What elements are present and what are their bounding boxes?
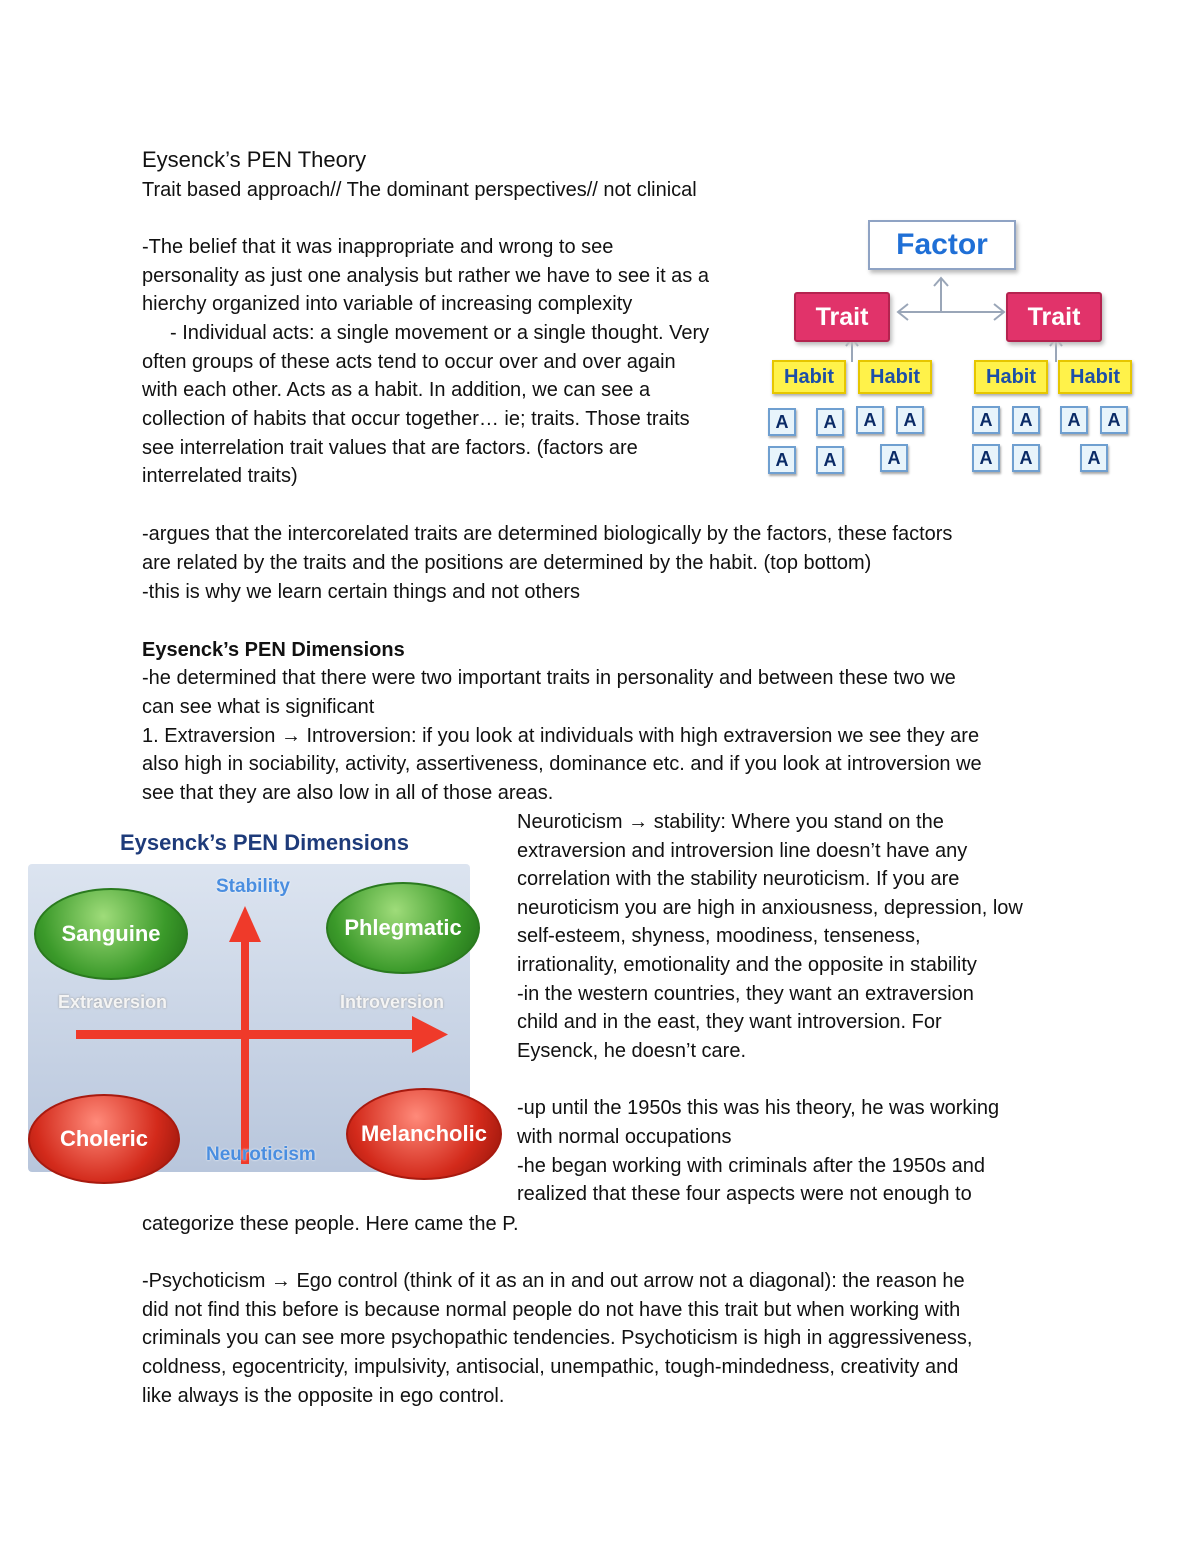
neuroticism-line: irrationality, emotionality and the opposite in stability <box>517 954 977 976</box>
horizontal-axis <box>76 1030 416 1039</box>
argues-line: -this is why we learn certain things and not others <box>142 581 580 603</box>
habit-box: Habit <box>974 360 1048 394</box>
neuroticism-line: -he began working with criminals after the 1950s and <box>517 1155 986 1177</box>
dimensions-line: also high in sociability, activity, assertiveness, dominance etc. and if you look at introversion we <box>142 753 982 775</box>
sanguine-oval: Sanguine <box>34 888 188 980</box>
intro-line: see interrelation trait values that are factors. (factors are <box>142 437 638 459</box>
phlegmatic-oval: Phlegmatic <box>326 882 480 974</box>
act-box: A <box>972 406 1000 434</box>
act-box: A <box>1012 406 1040 434</box>
habit-box: Habit <box>1058 360 1132 394</box>
habit-box: Habit <box>772 360 846 394</box>
act-box: A <box>768 446 796 474</box>
neuroticism-line: -up until the 1950s this was his theory, he was working <box>517 1097 1000 1119</box>
argues-line: are related by the traits and the positions are determined by the habit. (top bottom) <box>142 552 872 574</box>
trait-box-right: Trait <box>1006 292 1102 342</box>
act-box: A <box>816 408 844 436</box>
neuroticism-line: self-esteem, shyness, moodiness, tenseness, <box>517 925 921 947</box>
psychoticism-line: did not find this before is because normal people do not have this trait but when working with <box>142 1299 961 1321</box>
intro-line: interrelated traits) <box>142 465 298 487</box>
intro-line: -The belief that it was inappropriate and wrong to see <box>142 236 614 258</box>
pen-dimensions-diagram <box>28 830 498 1180</box>
dimensions-line: -he determined that there were two important traits in personality and between these two we <box>142 667 956 689</box>
act-box: A <box>880 444 908 472</box>
act-box: A <box>896 406 924 434</box>
neuroticism-label: Neuroticism <box>206 1144 316 1165</box>
neuroticism-line: extraversion and introversion line doesn’t have any <box>517 840 968 862</box>
introversion-arrowhead <box>412 1016 448 1053</box>
act-box: A <box>816 446 844 474</box>
categorize-line: categorize these people. Here came the P. <box>142 1213 519 1235</box>
act-box: A <box>1060 406 1088 434</box>
act-box: A <box>1012 444 1040 472</box>
intro-line: collection of habits that occur together… ie; traits. Those traits <box>142 408 690 430</box>
hierarchy-diagram <box>766 212 1130 482</box>
act-box: A <box>972 444 1000 472</box>
neuroticism-line: -in the western countries, they want an extraversion <box>517 983 974 1005</box>
dimensions-line: 1. Extraversion → Introversion: if you look at individuals with high extraversion we see they are <box>142 725 980 747</box>
melancholic-oval: Melancholic <box>346 1088 502 1180</box>
section-heading: Eysenck’s PEN Dimensions <box>142 639 405 661</box>
page-title: Eysenck’s PEN Theory <box>142 147 367 172</box>
dimensions-line: see that they are also low in all of those areas. <box>142 782 554 804</box>
trait-box-left: Trait <box>794 292 890 342</box>
act-box: A <box>1080 444 1108 472</box>
psychoticism-line: coldness, egocentricity, impulsivity, antisocial, unempathic, tough-mindedness, creativity and <box>142 1356 959 1378</box>
intro-line: personality as just one analysis but rather we have to see it as a <box>142 265 709 287</box>
intro-line: - Individual acts: a single movement or a single thought. Very <box>170 322 710 344</box>
factor-box: Factor <box>868 220 1016 270</box>
act-box: A <box>856 406 884 434</box>
extraversion-label: Extraversion <box>58 992 168 1012</box>
choleric-oval: Choleric <box>28 1094 180 1184</box>
stability-label: Stability <box>216 876 290 897</box>
vertical-axis <box>241 938 249 1164</box>
argues-line: -argues that the intercorelated traits are determined biologically by the factors, these factors <box>142 523 953 545</box>
neuroticism-line: realized that these four aspects were not enough to <box>517 1183 972 1205</box>
neuroticism-line: child and in the east, they want introversion. For <box>517 1011 942 1033</box>
pen-diagram-title: Eysenck’s PEN Dimensions <box>120 830 409 855</box>
psychoticism-line: criminals you can see more psychopathic tendencies. Psychoticism is high in aggressiveness, <box>142 1327 973 1349</box>
psychoticism-line: like always is the opposite in ego control. <box>142 1385 505 1407</box>
act-box: A <box>768 408 796 436</box>
intro-line: often groups of these acts tend to occur over and over again <box>142 351 676 373</box>
habit-box: Habit <box>858 360 932 394</box>
stability-arrowhead <box>229 906 261 942</box>
neuroticism-line: correlation with the stability neuroticism. If you are <box>517 868 960 890</box>
dimensions-line: can see what is significant <box>142 696 375 718</box>
neuroticism-line: with normal occupations <box>517 1126 732 1148</box>
neuroticism-line: neuroticism you are high in anxiousness, depression, low <box>517 897 1023 919</box>
neuroticism-line: Neuroticism → stability: Where you stand on the <box>517 811 944 833</box>
neuroticism-line: Eysenck, he doesn’t care. <box>517 1040 747 1062</box>
act-box: A <box>1100 406 1128 434</box>
intro-line: hierchy organized into variable of increasing complexity <box>142 293 633 315</box>
page-subtitle: Trait based approach// The dominant perspectives// not clinical <box>142 179 697 201</box>
psychoticism-line: -Psychoticism → Ego control (think of it as an in and out arrow not a diagonal): the reason he <box>142 1270 965 1292</box>
introversion-label: Introversion <box>340 992 445 1012</box>
intro-line: with each other. Acts as a habit. In addition, we can see a <box>142 379 651 401</box>
